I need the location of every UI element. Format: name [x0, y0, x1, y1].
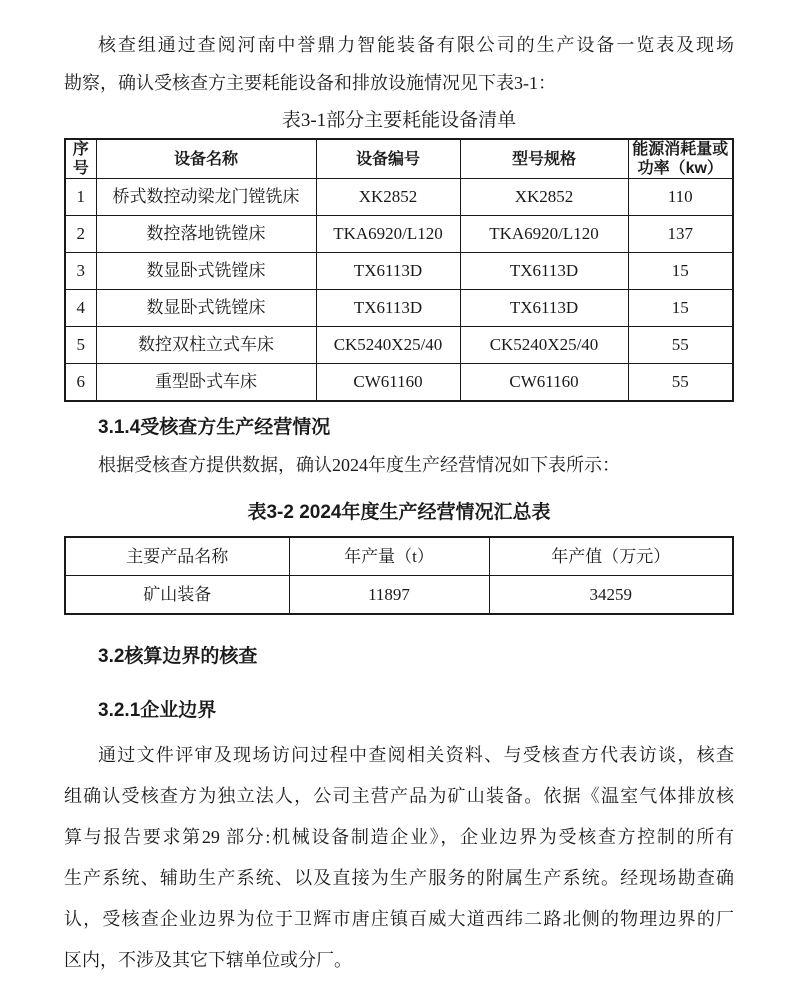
table-header-row [65, 139, 733, 179]
cell-index: 6 [65, 364, 96, 402]
col-header-name: 设备名称 [96, 139, 316, 179]
intro-line-2: 勘察，确认受核查方主要耗能设备和排放设施情况见下表3-1： [64, 73, 556, 93]
col-header-index: 序号 [65, 139, 96, 179]
cell-code: CK5240X25/40 [316, 327, 460, 364]
cell-model: CW61160 [460, 364, 628, 402]
paragraph-line: 通过文件评审及现场访问过程中查阅相关资料、与受核查方代表访谈，核查 [98, 745, 734, 765]
paragraph-line: 算与报告要求第29 部分:机械设备制造企业》，企业边界为受核查方控制的所有 [64, 827, 734, 847]
table-3-1-title: 表3-1部分主要耗能设备清单 [281, 110, 517, 131]
section-heading-3-1-4: 3.1.4受核查方生产经营情况 [98, 417, 331, 438]
col-header-annual-value: 年产值（万元） [489, 537, 733, 576]
cell-model: TX6113D [460, 253, 628, 290]
cell-model: TKA6920/L120 [460, 216, 628, 253]
cell-index: 1 [65, 179, 96, 216]
cell-name: 数控双柱立式车床 [96, 327, 316, 364]
cell-code: XK2852 [316, 179, 460, 216]
cell-model: CK5240X25/40 [460, 327, 628, 364]
col-header-code: 设备编号 [316, 139, 460, 179]
cell-model: TX6113D [460, 290, 628, 327]
paragraph-line: 区内，不涉及其它下辖单位或分厂。 [64, 950, 352, 970]
intro-paragraph [64, 26, 734, 102]
table-row [65, 364, 733, 402]
cell-annual-value: 34259 [489, 576, 733, 615]
cell-power: 55 [628, 364, 733, 402]
section-3-2-1-paragraph [64, 735, 734, 981]
section-heading-3-2-1: 3.2.1企业边界 [98, 700, 217, 721]
cell-code: CW61160 [316, 364, 460, 402]
cell-product: 矿山装备 [65, 576, 289, 615]
table-row [65, 179, 733, 216]
col-header-power: 能源消耗量或功率（kw） [628, 139, 733, 179]
cell-name: 数控落地铣镗床 [96, 216, 316, 253]
intro-line-1: 核查组通过查阅河南中誉鼎力智能装备有限公司的生产设备一览表及现场 [98, 35, 734, 55]
table-row [65, 576, 733, 615]
cell-name: 数显卧式铣镗床 [96, 253, 316, 290]
section-heading-3-2: 3.2核算边界的核查 [98, 646, 258, 667]
col-header-model: 型号规格 [460, 139, 628, 179]
table-header-row [65, 537, 733, 576]
paragraph-line: 组确认受核查方为独立法人，公司主营产品为矿山装备。依据《温室气体排放核 [64, 786, 734, 806]
cell-power: 55 [628, 327, 733, 364]
cell-index: 3 [65, 253, 96, 290]
cell-power: 15 [628, 253, 733, 290]
cell-power: 110 [628, 179, 733, 216]
cell-name: 数显卧式铣镗床 [96, 290, 316, 327]
table-row [65, 327, 733, 364]
table-3-1-equipment-list [64, 138, 734, 402]
cell-code: TKA6920/L120 [316, 216, 460, 253]
cell-model: XK2852 [460, 179, 628, 216]
cell-index: 4 [65, 290, 96, 327]
cell-index: 2 [65, 216, 96, 253]
paragraph-line: 生产系统、辅助生产系统、以及直接为生产服务的附属生产系统。经现场勘查确 [64, 868, 734, 888]
table-row [65, 216, 733, 253]
table-row [65, 290, 733, 327]
cell-power: 15 [628, 290, 733, 327]
col-header-product: 主要产品名称 [65, 537, 289, 576]
cell-name: 重型卧式车床 [96, 364, 316, 402]
cell-name: 桥式数控动梁龙门镗铣床 [96, 179, 316, 216]
table-row [65, 253, 733, 290]
cell-code: TX6113D [316, 253, 460, 290]
cell-annual-qty: 11897 [289, 576, 489, 615]
cell-index: 5 [65, 327, 96, 364]
section-3-1-4-body: 根据受核查方提供数据，确认2024年度生产经营情况如下表所示： [98, 455, 620, 475]
cell-code: TX6113D [316, 290, 460, 327]
cell-power: 137 [628, 216, 733, 253]
table-3-2-production-summary [64, 536, 734, 615]
table-3-2-title: 表3-2 2024年度生产经营情况汇总表 [247, 502, 551, 523]
col-header-annual-qty: 年产量（t） [289, 537, 489, 576]
paragraph-line: 认，受核查企业边界为位于卫辉市唐庄镇百威大道西纬二路北侧的物理边界的厂 [64, 909, 734, 929]
